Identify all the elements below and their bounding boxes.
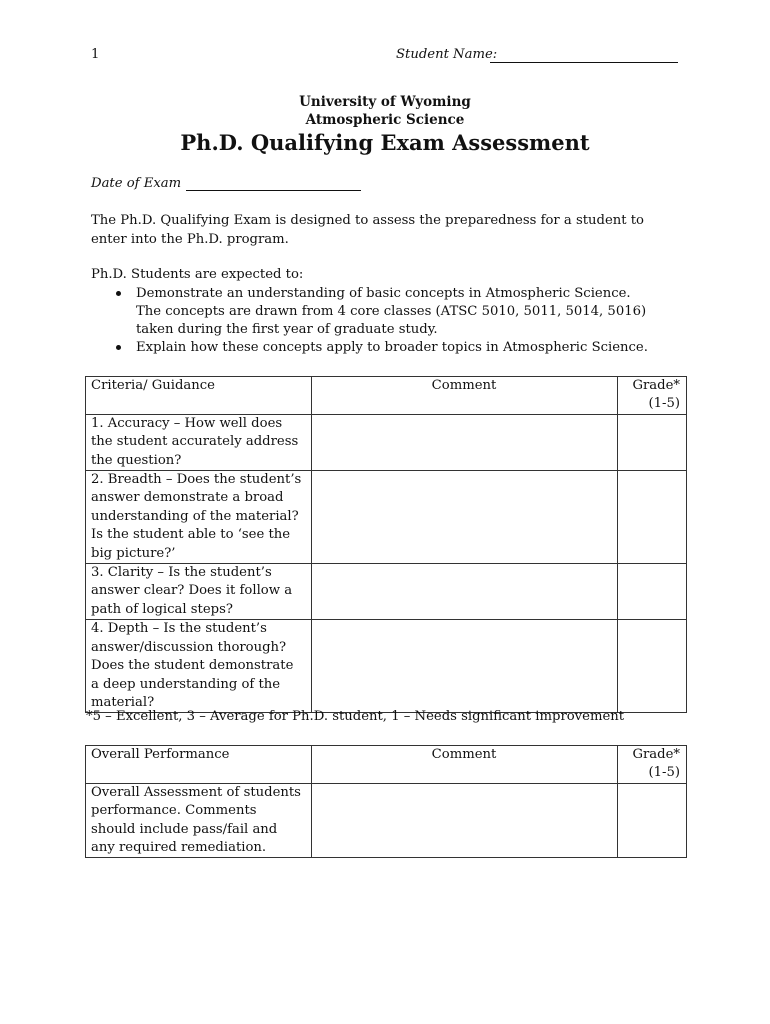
- grade-cell[interactable]: [618, 564, 687, 620]
- date-of-exam-field[interactable]: [186, 190, 361, 191]
- date-of-exam-label: Date of Exam: [91, 176, 182, 191]
- criteria-cell: 3. Clarity – Is the student’s answer clear? Does it follow a path of logical steps?: [86, 564, 312, 620]
- comment-cell[interactable]: [312, 471, 618, 564]
- list-item: Demonstrate an understanding of basic concepts in Atmospheric Science. The concepts are drawn from 4 core classes (ATSC 5010, 5011, 5014, 5016) taken during the first year of graduate study.: [91, 285, 651, 339]
- comment-header: Comment: [312, 746, 618, 784]
- grade-cell[interactable]: [618, 620, 687, 713]
- table-row: [86, 564, 687, 620]
- grade-header: Grade* (1-5): [618, 377, 687, 415]
- expectations-heading: Ph.D. Students are expected to:: [91, 267, 304, 282]
- table-header-row: [86, 377, 687, 415]
- page-title: Ph.D. Qualifying Exam Assessment: [180, 130, 590, 155]
- student-name-label: Student Name:: [396, 47, 498, 62]
- grade-cell[interactable]: [618, 471, 687, 564]
- overall-performance-header: Overall Performance: [86, 746, 312, 784]
- table-header-row: [86, 746, 687, 784]
- table-row: [86, 471, 687, 564]
- criteria-cell: 4. Depth – Is the student’s answer/discussion thorough? Does the student demonstrate a deep understanding of the material?: [86, 620, 312, 713]
- university-name: University of Wyoming: [299, 94, 471, 110]
- overall-table: [85, 745, 687, 858]
- student-name-field[interactable]: [490, 62, 678, 63]
- comment-cell[interactable]: [312, 414, 618, 470]
- intro-paragraph: The Ph.D. Qualifying Exam is designed to assess the preparedness for a student to enter into the Ph.D. program.: [91, 213, 644, 247]
- comment-cell[interactable]: [312, 564, 618, 620]
- comment-cell[interactable]: [312, 783, 618, 858]
- grade-footnote: *5 – Excellent, 3 – Average for Ph.D. student, 1 – Needs significant improvement: [86, 709, 625, 724]
- overall-assessment-cell: Overall Assessment of students performance. Comments should include pass/fail and any required remediation.: [86, 783, 312, 858]
- grade-header: Grade* (1-5): [618, 746, 687, 784]
- criteria-cell: 2. Breadth – Does the student’s answer demonstrate a broad understanding of the material? Is the student able to ‘see the big picture?’: [86, 471, 312, 564]
- grade-cell[interactable]: [618, 414, 687, 470]
- table-row: [86, 783, 687, 858]
- comment-cell[interactable]: [312, 620, 618, 713]
- comment-header: Comment: [312, 377, 618, 415]
- table-row: [86, 620, 687, 713]
- criteria-header: Criteria/ Guidance: [86, 377, 312, 415]
- department-name: Atmospheric Science: [305, 112, 465, 128]
- list-item: Explain how these concepts apply to broader topics in Atmospheric Science.: [91, 339, 651, 357]
- grade-cell[interactable]: [618, 783, 687, 858]
- page-number: 1: [91, 47, 100, 62]
- table-row: [86, 414, 687, 470]
- criteria-cell: 1. Accuracy – How well does the student accurately address the question?: [86, 414, 312, 470]
- expectations-list: [91, 285, 651, 357]
- criteria-table: [85, 376, 687, 713]
